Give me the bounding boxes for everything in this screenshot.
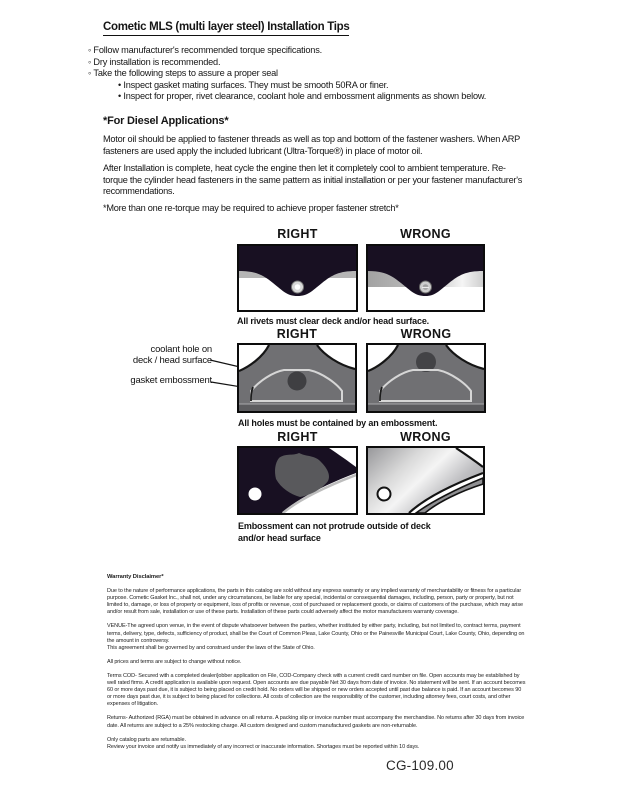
legal-heading: Warranty Disclaimer* xyxy=(107,574,164,580)
legal-paragraph: Only catalog parts are returnable. xyxy=(107,736,186,743)
page-number: CG-109.00 xyxy=(386,758,454,773)
rivet-right-icon xyxy=(239,246,356,310)
embossment-right-icon xyxy=(239,345,355,411)
rivet-wrong-icon xyxy=(368,246,483,310)
coolant-hole-label: coolant hole on deck / head surface xyxy=(132,344,212,366)
right-label: RIGHT xyxy=(277,227,318,241)
installation-tips-list xyxy=(88,45,520,103)
legal-paragraph: All prices and terms are subject to change without notice. xyxy=(107,658,242,665)
legal-paragraph: Terms COD- Secured with a completed dealer/jobber application on File, COD-Company check with a current credit card number on file. Open accounts may be established by well rated firms. A credit application is available upon request. Open accounts are due payable Net 30 days from date of invoice. No statement will be sent. If an account becomes 60 or more days past due, it is subject to being placed on credit hold. No orders will be shipped or new orders accepted until past due balance is paid. If an account becomes 90 or more days past due, it is subject to being placed for collections. All costs of collection are the responsibility of the customer, including attorney fees, court costs, and other expenses of litigation. xyxy=(107,672,526,708)
legal-paragraph: Returns- Authorized (RGA) must be obtained in advance on all returns. A packing slip or invoice number must accompany the merchandise. No returns after 30 days from invoice date. All returns are subject to a 25% restocking charge. All custom designed and custom manufactured gaskets are non-returnable. xyxy=(107,715,525,729)
rivet-clearance-right-diagram xyxy=(237,244,358,312)
deck-band-wrong-icon xyxy=(368,448,483,513)
sub-list-item: • Inspect for proper, rivet clearance, coolant hole and embossment alignments as shown below. xyxy=(88,91,520,103)
gasket-embossment-label: gasket embossment xyxy=(130,375,212,386)
sub-list-item: • Inspect gasket mating surfaces. They must be smooth 50RA or finer. xyxy=(88,80,520,92)
wrong-label: WRONG xyxy=(400,227,451,241)
legal-paragraph: VENUE-The agreed upon venue, in the event of dispute whatsoever between the parties, whether instituted by either party, including, but not limited to, contract terms, payment terms, delivery, type, defects, sufficiency of product, shall be the Court of Common Pleas, Lake County, Ohio or the Painesville Municipal Court, Lake County, Ohio, depending on the amount in controversy. xyxy=(107,623,525,644)
legal-paragraph: This agreement shall be governed by and construed under the laws of the State of Ohio. xyxy=(107,644,315,651)
legal-block xyxy=(107,574,527,758)
coolant-hole-right-diagram xyxy=(237,343,357,413)
deck-band-right-icon xyxy=(239,448,356,513)
diesel-heading: *For Diesel Applications* xyxy=(103,115,229,127)
right-label: RIGHT xyxy=(276,327,318,341)
row1-caption: All rivets must clear deck and/or head surface. xyxy=(237,316,430,326)
retorque-note: *More than one re-torque may be required to achieve proper fastener stretch* xyxy=(103,203,399,213)
row2-caption: All holes must be contained by an embossment. xyxy=(238,418,438,428)
paragraph-heat-cycle: After Installation is complete, heat cycle the engine then let it completely cool to ambient temperature. Re-torque the cylinder head fasteners in the same pattern as initial installation or per your fastener manufacturer's recommendations. xyxy=(103,163,523,197)
legal-paragraph: Review your invoice and notify us immediately of any incorrect or inaccurate information. Shortages must be reported within 10 days. xyxy=(107,743,420,750)
list-item: ◦ Dry installation is recommended. xyxy=(88,57,520,69)
protrusion-wrong-diagram xyxy=(366,446,485,515)
wrong-label: WRONG xyxy=(400,430,451,444)
list-item: ◦ Follow manufacturer's recommended torque specifications. xyxy=(88,45,520,57)
protrusion-right-diagram xyxy=(237,446,358,515)
right-label: RIGHT xyxy=(277,430,318,444)
paragraph-motor-oil: Motor oil should be applied to fastener threads as well as top and bottom of the fastener washers. When ARP fasteners are used apply the included lubricant (Ultra-Torque®) in place of motor oil. xyxy=(103,134,520,156)
list-item: ◦ Take the following steps to assure a proper seal xyxy=(88,68,520,80)
legal-paragraph: Due to the nature of performance applications, the parts in this catalog are sold without any express warranty or any implied warranty of merchantability or fitness for a particular purpose. Cometic Gasket Inc., shall not, under any circumstances, be liable for any special, incidental or consequential damages, including, person, party or property, but not limited to, damage, or loss of property or equipment, loss of profits or revenue, cost of purchased or replacement goods, or claims of customers of the purchase, which may arise and/or result from sale, installation or use of these parts. Installation of these parts could adversely affect the motor manufacturers warranty coverage. xyxy=(107,588,523,616)
row3-caption: Embossment can not protrude outside of deck and/or head surface xyxy=(238,521,431,543)
page-title: Cometic MLS (multi layer steel) Installation Tips xyxy=(103,21,349,36)
embossment-wrong-icon xyxy=(368,345,484,411)
rivet-clearance-wrong-diagram xyxy=(366,244,485,312)
wrong-label: WRONG xyxy=(400,327,452,341)
coolant-hole-wrong-diagram xyxy=(366,343,486,413)
